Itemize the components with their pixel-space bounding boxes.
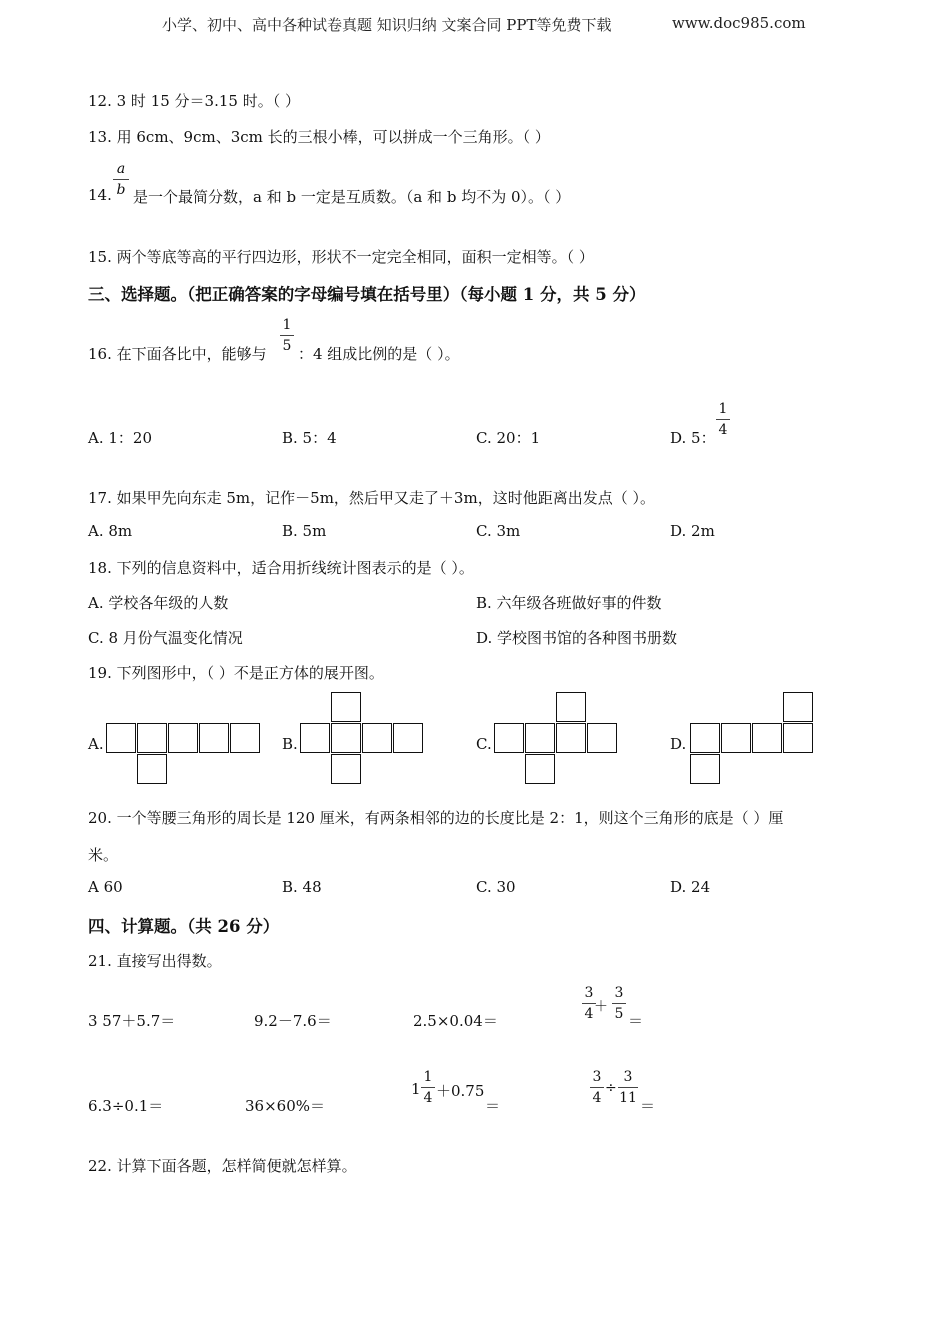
fraction-bar <box>421 1087 435 1088</box>
net-square <box>525 754 555 784</box>
fraction-three-fifths <box>612 986 626 1021</box>
fraction-denominator: 5 <box>282 338 292 354</box>
option-20-a: A 60 <box>88 878 123 896</box>
question-22: 22. 计算下面各题，怎样简便就怎样算。 <box>88 1157 357 1175</box>
fraction-numerator: 1 <box>282 317 292 333</box>
fraction-numerator: 3 <box>614 985 624 1001</box>
question-18: 18. 下列的信息资料中，适合用折线统计图表示的是（ ）。 <box>88 559 474 577</box>
net-square <box>752 723 782 753</box>
net-square <box>199 723 229 753</box>
option-16-c: C. 20：1 <box>476 429 541 447</box>
question-21: 21. 直接写出得数。 <box>88 952 222 970</box>
calc-expression-7-rest: ＋0.75 <box>436 1082 485 1100</box>
calc-expression-6: 36×60%＝ <box>245 1097 325 1115</box>
question-13: 13. 用 6cm、9cm、3cm 长的三根小棒，可以拼成一个三角形。（ ） <box>88 128 550 146</box>
fraction-bar <box>113 179 129 180</box>
question-14-number: 14. <box>88 186 112 204</box>
option-19-d: D. <box>670 735 687 753</box>
fraction-one-quarter <box>716 402 730 437</box>
fraction-three-elevenths <box>618 1070 638 1105</box>
fraction-three-quarters <box>590 1070 604 1105</box>
question-20-line1: 20. 一个等腰三角形的周长是 120 厘米，有两条相邻的边的长度比是 2：1，则这个三角形的底是（ ）厘 <box>88 809 784 827</box>
question-16-pre: 16. 在下面各比中，能够与 <box>88 345 267 363</box>
fraction-denominator: 5 <box>614 1006 624 1022</box>
calc-expression-2: 9.2－7.6＝ <box>254 1012 332 1030</box>
net-square <box>137 723 167 753</box>
net-square <box>494 723 524 753</box>
net-square <box>393 723 423 753</box>
fraction-denominator: 4 <box>592 1090 602 1106</box>
question-14-text: 是一个最简分数，a 和 b 一定是互质数。（a 和 b 均不为 0）。（ ） <box>133 188 571 206</box>
fraction-denominator: 11 <box>619 1090 637 1106</box>
equals-sign: ＝ <box>485 1097 501 1115</box>
net-square <box>168 723 198 753</box>
calc-expression-1: 3 57＋5.7＝ <box>88 1012 176 1030</box>
net-square <box>300 723 330 753</box>
fraction-bar <box>590 1087 604 1088</box>
fraction-numerator: 1 <box>718 401 728 417</box>
net-square <box>690 754 720 784</box>
option-17-c: C. 3m <box>476 522 521 540</box>
section-3-title: 三、选择题。（把正确答案的字母编号填在括号里）（每小题 1 分，共 5 分） <box>88 285 646 304</box>
fraction-bar <box>612 1003 626 1004</box>
net-square <box>587 723 617 753</box>
fraction-numerator: 3 <box>592 1069 602 1085</box>
fraction-bar <box>280 335 294 336</box>
equals-sign: ＝ <box>628 1012 644 1030</box>
net-square <box>556 692 586 722</box>
question-17: 17. 如果甲先向东走 5m，记作－5m，然后甲又走了＋3m，这时他距离出发点（ ）。 <box>88 489 655 507</box>
header-left: 小学、初中、高中各种试卷真题 知识归纳 文案合同 PPT等免费下载 <box>162 16 612 34</box>
net-square <box>230 723 260 753</box>
option-16-d: D. 5： <box>670 429 716 447</box>
option-17-d: D. 2m <box>670 522 715 540</box>
net-square <box>690 723 720 753</box>
option-20-d: D. 24 <box>670 878 711 896</box>
calc-expression-3: 2.5×0.04＝ <box>413 1012 498 1030</box>
equals-sign: ＝ <box>640 1097 656 1115</box>
net-square <box>556 723 586 753</box>
fraction-numerator: 3 <box>623 1069 633 1085</box>
net-square <box>331 692 361 722</box>
option-19-a: A. <box>88 735 104 753</box>
option-18-b: B. 六年级各班做好事的件数 <box>476 594 662 612</box>
fraction-numerator: 1 <box>423 1069 433 1085</box>
net-square <box>783 723 813 753</box>
question-12: 12. 3 时 15 分＝3.15 时。（ ） <box>88 92 300 110</box>
fraction-bar <box>618 1087 638 1088</box>
option-17-b: B. 5m <box>282 522 327 540</box>
net-square <box>331 723 361 753</box>
fraction-denominator: 4 <box>584 1006 594 1022</box>
fraction-denominator: 4 <box>718 422 728 438</box>
question-20-line2: 米。 <box>88 846 119 864</box>
net-square <box>106 723 136 753</box>
question-15: 15. 两个等底等高的平行四边形，形状不一定完全相同，面积一定相等。（ ） <box>88 248 594 266</box>
mixed-number-whole: 1 <box>411 1080 421 1098</box>
fraction-a-over-b <box>113 162 129 197</box>
fraction-one-quarter-mixed <box>421 1070 435 1105</box>
option-18-d: D. 学校图书馆的各种图书册数 <box>476 629 678 647</box>
option-16-b: B. 5：4 <box>282 429 337 447</box>
question-19: 19. 下列图形中，（ ）不是正方体的展开图。 <box>88 664 384 682</box>
divide-sign: ÷ <box>605 1080 617 1096</box>
plus-sign: ＋ <box>594 999 608 1015</box>
option-18-a: A. 学校各年级的人数 <box>88 594 229 612</box>
question-16-post: ：4 组成比例的是（ ）。 <box>298 345 460 363</box>
fraction-denominator: b <box>116 182 126 198</box>
net-square <box>362 723 392 753</box>
fraction-numerator: a <box>116 161 126 177</box>
option-20-b: B. 48 <box>282 878 322 896</box>
net-square <box>721 723 751 753</box>
option-20-c: C. 30 <box>476 878 516 896</box>
fraction-numerator: 3 <box>584 985 594 1001</box>
net-square <box>331 754 361 784</box>
fraction-one-fifth <box>280 318 294 353</box>
fraction-bar <box>716 419 730 420</box>
header-url[interactable]: www.doc985.com <box>672 14 806 32</box>
net-square <box>783 692 813 722</box>
net-square <box>525 723 555 753</box>
option-17-a: A. 8m <box>88 522 133 540</box>
fraction-denominator: 4 <box>423 1090 433 1106</box>
net-square <box>137 754 167 784</box>
option-19-b: B. <box>282 735 298 753</box>
option-19-c: C. <box>476 735 492 753</box>
calc-expression-5: 6.3÷0.1＝ <box>88 1097 164 1115</box>
option-16-a: A. 1：20 <box>88 429 152 447</box>
section-4-title: 四、计算题。（共 26 分） <box>88 917 280 936</box>
option-18-c: C. 8 月份气温变化情况 <box>88 629 243 647</box>
